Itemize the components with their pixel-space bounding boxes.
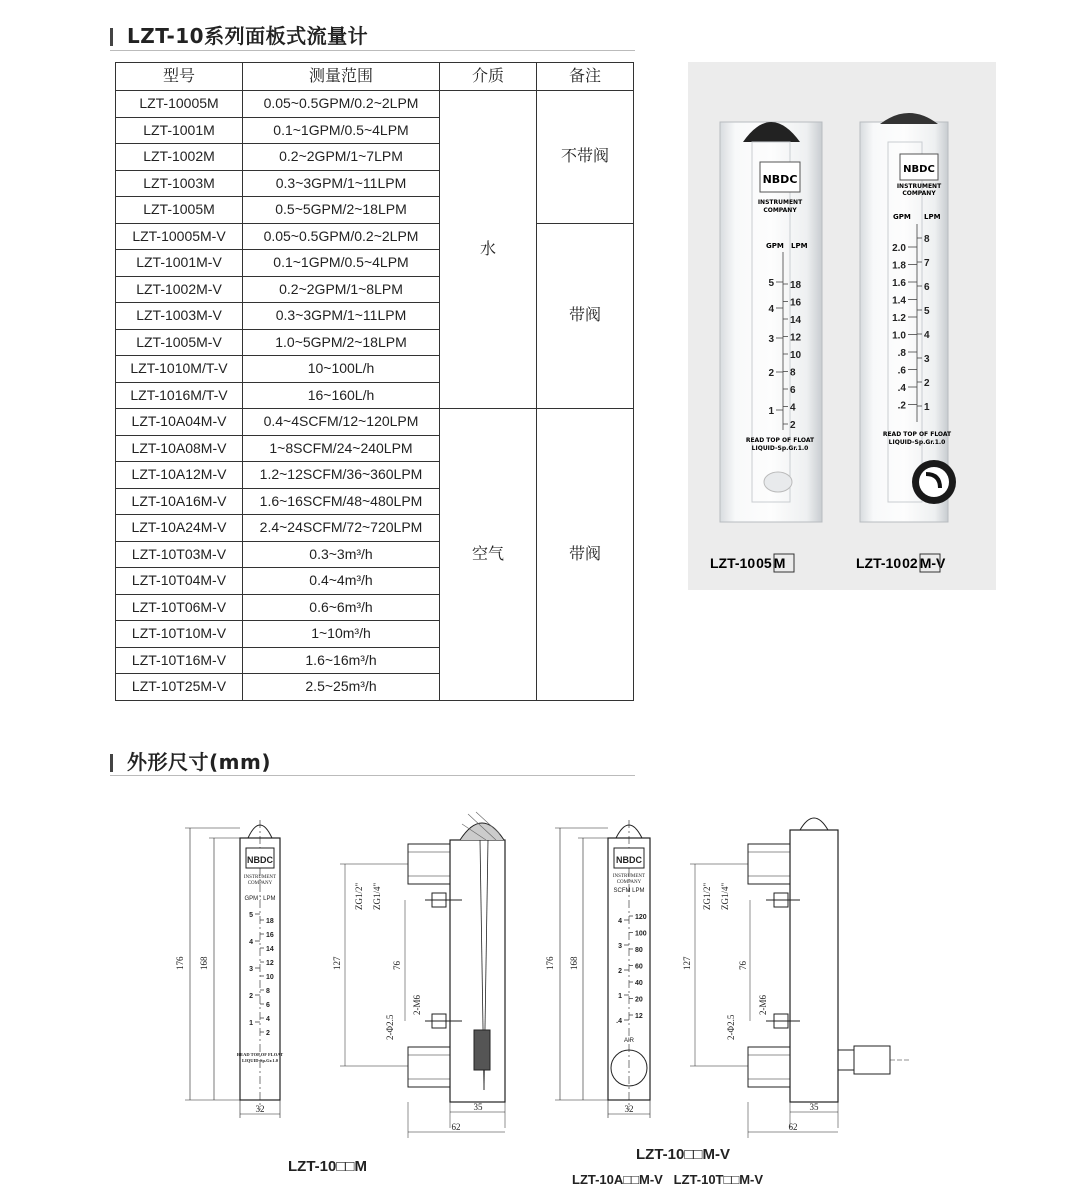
gpm-label: 4: [249, 939, 253, 946]
cell-model: LZT-10T04M-V: [116, 568, 243, 595]
cell-range: 2.5~25m³/h: [243, 674, 440, 701]
cell-model: LZT-1002M-V: [116, 276, 243, 303]
header-note: 备注: [537, 63, 634, 91]
cell-range: 1.6~16m³/h: [243, 647, 440, 674]
lpm-label: 12: [790, 332, 802, 344]
lpm-label: 40: [635, 980, 643, 987]
lpm-label: 4: [790, 402, 796, 414]
cell-model: LZT-1002M: [116, 144, 243, 171]
gpm-label: 3: [768, 334, 774, 345]
gpm-label: 3: [249, 966, 253, 973]
lpm-label: 6: [924, 282, 930, 293]
drawing-front-mv: [545, 820, 650, 1118]
svg-text:35: 35: [809, 1102, 819, 1112]
scfm-label: 2: [618, 968, 622, 975]
svg-text:COMPANY: COMPANY: [763, 207, 797, 214]
svg-text:LIQUID-Sp.Gr.1.0: LIQUID-Sp.Gr.1.0: [751, 445, 809, 452]
cap-icon: [880, 113, 938, 124]
caption-left: LZT-1005 M: [710, 555, 786, 571]
cell-range: 0.2~2GPM/1~8LPM: [243, 276, 440, 303]
svg-text:ZG1/4": ZG1/4": [720, 882, 730, 910]
cell-model: LZT-1003M: [116, 170, 243, 197]
cell-range: 0.05~0.5GPM/0.2~2LPM: [243, 223, 440, 250]
svg-text:LPM: LPM: [791, 242, 808, 250]
gpm-label: .2: [897, 400, 906, 412]
svg-text:READ TOP OF FLOAT: READ TOP OF FLOAT: [745, 437, 815, 444]
svg-text:76: 76: [392, 961, 402, 970]
cell-range: 1~10m³/h: [243, 621, 440, 648]
gpm-label: 4: [768, 304, 774, 315]
cell-range: 1.6~16SCFM/48~480LPM: [243, 488, 440, 515]
cell-model: LZT-10005M-V: [116, 223, 243, 250]
cell-model: LZT-10A12M-V: [116, 462, 243, 489]
svg-text:35: 35: [473, 1102, 483, 1112]
cell-model: LZT-10A16M-V: [116, 488, 243, 515]
cell-range: 2.4~24SCFM/72~720LPM: [243, 515, 440, 542]
lpm-label: 2: [266, 1030, 270, 1037]
header-model: 型号: [116, 63, 243, 91]
gpm-label: 1.0: [892, 330, 906, 342]
lpm-label: 16: [790, 297, 802, 309]
svg-text:62: 62: [788, 1122, 798, 1132]
cell-note-valve: 带阀: [537, 409, 634, 701]
svg-text:GPM: GPM: [893, 213, 911, 221]
cell-range: 0.2~2GPM/1~7LPM: [243, 144, 440, 171]
svg-text:READ TOP OF FLOAT: READ TOP OF FLOAT: [882, 431, 952, 438]
cell-model: LZT-10T03M-V: [116, 541, 243, 568]
dimension-drawings: [0, 800, 1086, 1200]
svg-text:168: 168: [569, 956, 579, 970]
svg-text:INSTRUMENT: INSTRUMENT: [612, 874, 646, 879]
scfm-label: 3: [618, 943, 622, 950]
svg-text:GPM: GPM: [766, 242, 784, 250]
brand-logo-left: NBDC: [762, 173, 798, 186]
svg-text:LPM: LPM: [924, 213, 941, 221]
flowmeter-photo-illustration: [688, 62, 996, 590]
gpm-label: 1: [249, 1020, 253, 1027]
gpm-label: 1.4: [892, 295, 906, 307]
svg-text:127: 127: [682, 956, 692, 970]
cell-range: 0.6~6m³/h: [243, 594, 440, 621]
lpm-label: 80: [635, 947, 643, 954]
table-row: [116, 91, 634, 118]
cell-range: 0.4~4SCFM/12~120LPM: [243, 409, 440, 436]
cell-model: LZT-10T06M-V: [116, 594, 243, 621]
cell-range: 0.1~1GPM/0.5~4LPM: [243, 117, 440, 144]
lpm-label: 100: [635, 930, 647, 938]
lpm-label: 10: [790, 350, 802, 361]
cell-range: 1.2~12SCFM/36~360LPM: [243, 462, 440, 489]
svg-text:168: 168: [199, 956, 209, 970]
svg-text:NBDC: NBDC: [616, 855, 642, 865]
gpm-label: .4: [897, 383, 906, 394]
gpm-label: 5: [768, 278, 774, 289]
lpm-label: 2: [924, 378, 930, 389]
cell-model: LZT-1005M-V: [116, 329, 243, 356]
cell-range: 0.3~3GPM/1~11LPM: [243, 170, 440, 197]
lpm-label: 12: [266, 960, 274, 967]
cell-model: LZT-1005M: [116, 197, 243, 224]
section-rule: [110, 50, 635, 51]
lpm-label: 4: [266, 1016, 270, 1023]
svg-text:32: 32: [624, 1104, 634, 1114]
lpm-label: 12: [635, 1013, 643, 1020]
cell-model: LZT-1003M-V: [116, 303, 243, 330]
svg-text:76: 76: [738, 961, 748, 970]
scfm-label: 1: [618, 993, 622, 1000]
svg-text:COMPANY: COMPANY: [902, 190, 936, 197]
section-title-spec: [110, 18, 368, 50]
lpm-label: 1: [924, 402, 930, 413]
svg-text:176: 176: [175, 956, 185, 970]
cell-model: LZT-1001M: [116, 117, 243, 144]
cell-model: LZT-1010M/T-V: [116, 356, 243, 383]
svg-text:LIQUID-Sp.Gr.1.0: LIQUID-Sp.Gr.1.0: [888, 439, 946, 446]
svg-text:176: 176: [545, 956, 555, 970]
drawing-side-m: [332, 812, 505, 1138]
svg-text:GPM : LPM: GPM : LPM: [244, 896, 276, 902]
section-title-text: LZT-10系列面板式流量计: [127, 23, 369, 48]
table-row: [116, 223, 634, 250]
brand-logo-right: NBDC: [903, 164, 935, 175]
cell-model: LZT-10T25M-V: [116, 674, 243, 701]
cell-range: 16~160L/h: [243, 382, 440, 409]
svg-text:ZG1/4": ZG1/4": [372, 882, 382, 910]
table-header-row: [116, 63, 634, 91]
bolt-bottom: [425, 1014, 462, 1028]
svg-text:READ TOP OF FLOAT: READ TOP OF FLOAT: [236, 1052, 284, 1057]
gpm-label: 1.8: [892, 260, 906, 272]
photo-meter-right: [860, 113, 956, 522]
cell-model: LZT-10T10M-V: [116, 621, 243, 648]
cell-range: 10~100L/h: [243, 356, 440, 383]
lpm-label: 8: [790, 367, 796, 379]
section-title-dimensions: [110, 744, 271, 776]
lpm-label: 6: [266, 1002, 270, 1009]
scfm-label: .4: [616, 1018, 622, 1025]
drawing-label-a-t: LZT-10A□□M-V LZT-10T□□M-V: [572, 1172, 764, 1187]
drawing-label-mv: LZT-10□□M-V: [636, 1146, 730, 1163]
lpm-label: 120: [635, 914, 647, 921]
svg-text:INSTRUMENT: INSTRUMENT: [757, 199, 803, 206]
cell-range: 0.1~1GPM/0.5~4LPM: [243, 250, 440, 277]
section-rule: [110, 775, 635, 776]
cell-model: LZT-10T16M-V: [116, 647, 243, 674]
svg-text:INSTRUMENT: INSTRUMENT: [243, 875, 277, 880]
svg-text:COMPANY: COMPANY: [616, 880, 642, 885]
svg-text:2-Φ2.5: 2-Φ2.5: [726, 1014, 736, 1040]
header-medium: 介质: [440, 63, 537, 91]
svg-text:AIR: AIR: [623, 1038, 635, 1044]
lpm-label: 7: [924, 258, 930, 269]
svg-text:NBDC: NBDC: [247, 855, 273, 865]
lpm-label: 20: [635, 996, 643, 1004]
lpm-label: 18: [790, 280, 802, 291]
lpm-label: 8: [266, 988, 270, 995]
svg-text:INSTRUMENT: INSTRUMENT: [896, 183, 942, 190]
svg-text:2-Φ2.5: 2-Φ2.5: [385, 1014, 395, 1040]
cell-range: 0.5~5GPM/2~18LPM: [243, 197, 440, 224]
lpm-label: 6: [790, 385, 796, 396]
title-bar: [110, 28, 113, 46]
caption-right: LZT-1002 M-V: [856, 555, 946, 571]
drawing-label-m: LZT-10□□M: [288, 1158, 367, 1175]
lpm-label: 2: [790, 420, 796, 431]
cell-range: 0.3~3GPM/1~11LPM: [243, 303, 440, 330]
lpm-label: 14: [266, 946, 274, 953]
scfm-label: 4: [618, 918, 622, 925]
table-row: [116, 409, 634, 436]
spec-table: [115, 62, 634, 701]
cell-range: 0.4~4m³/h: [243, 568, 440, 595]
svg-text:ZG1/2": ZG1/2": [354, 882, 364, 910]
cell-note-valve: 带阀: [537, 223, 634, 409]
drawing-side-mv: [682, 818, 910, 1138]
cell-model: LZT-10A24M-V: [116, 515, 243, 542]
cell-model: LZT-10005M: [116, 91, 243, 118]
cell-medium-air: 空气: [440, 409, 537, 701]
gpm-label: .6: [897, 365, 906, 377]
lpm-label: 14: [790, 315, 802, 326]
cell-range: 0.3~3m³/h: [243, 541, 440, 568]
svg-text:2-M6: 2-M6: [412, 995, 422, 1015]
cell-note-no-valve: 不带阀: [537, 91, 634, 224]
cell-model: LZT-1016M/T-V: [116, 382, 243, 409]
lpm-label: 3: [924, 354, 930, 365]
gpm-label: 1: [768, 406, 774, 417]
svg-text:LIQUID-Sp.Gr.1.0: LIQUID-Sp.Gr.1.0: [242, 1058, 278, 1063]
gpm-label: 2: [768, 368, 774, 379]
photo-meter-left: [720, 122, 822, 522]
lpm-label: 10: [266, 974, 274, 981]
gpm-label: 1.6: [892, 278, 906, 289]
svg-text:62: 62: [451, 1122, 461, 1132]
bolt-top: [425, 893, 462, 907]
cell-range: 1~8SCFM/24~240LPM: [243, 435, 440, 462]
gpm-label: 5: [249, 912, 253, 919]
svg-text:SCFM LPM: SCFM LPM: [613, 888, 645, 894]
lpm-label: 18: [266, 918, 274, 925]
title-bar: [110, 754, 113, 772]
header-range: 测量范围: [243, 63, 440, 91]
drawing-front-m: [175, 820, 283, 1118]
svg-text:2-M6: 2-M6: [758, 995, 768, 1015]
lpm-label: 16: [266, 932, 274, 939]
svg-text:ZG1/2": ZG1/2": [702, 882, 712, 910]
section-title-text: 外形尺寸(mm): [127, 749, 271, 774]
lpm-label: 60: [635, 963, 643, 971]
gpm-label: 2.0: [892, 243, 906, 254]
lpm-label: 5: [924, 306, 930, 317]
product-photo: [688, 62, 996, 590]
gpm-label: .8: [897, 348, 906, 359]
cell-model: LZT-1001M-V: [116, 250, 243, 277]
gpm-label: 1.2: [892, 313, 906, 324]
cell-range: 1.0~5GPM/2~18LPM: [243, 329, 440, 356]
svg-text:COMPANY: COMPANY: [247, 881, 273, 886]
cell-model: LZT-10A08M-V: [116, 435, 243, 462]
gpm-label: 2: [249, 993, 253, 1000]
lpm-label: 8: [924, 234, 930, 245]
cell-medium-water: 水: [440, 91, 537, 409]
svg-text:32: 32: [255, 1104, 265, 1114]
cell-range: 0.05~0.5GPM/0.2~2LPM: [243, 91, 440, 118]
lpm-label: 4: [924, 330, 930, 341]
svg-text:127: 127: [332, 956, 342, 970]
cell-model: LZT-10A04M-V: [116, 409, 243, 436]
